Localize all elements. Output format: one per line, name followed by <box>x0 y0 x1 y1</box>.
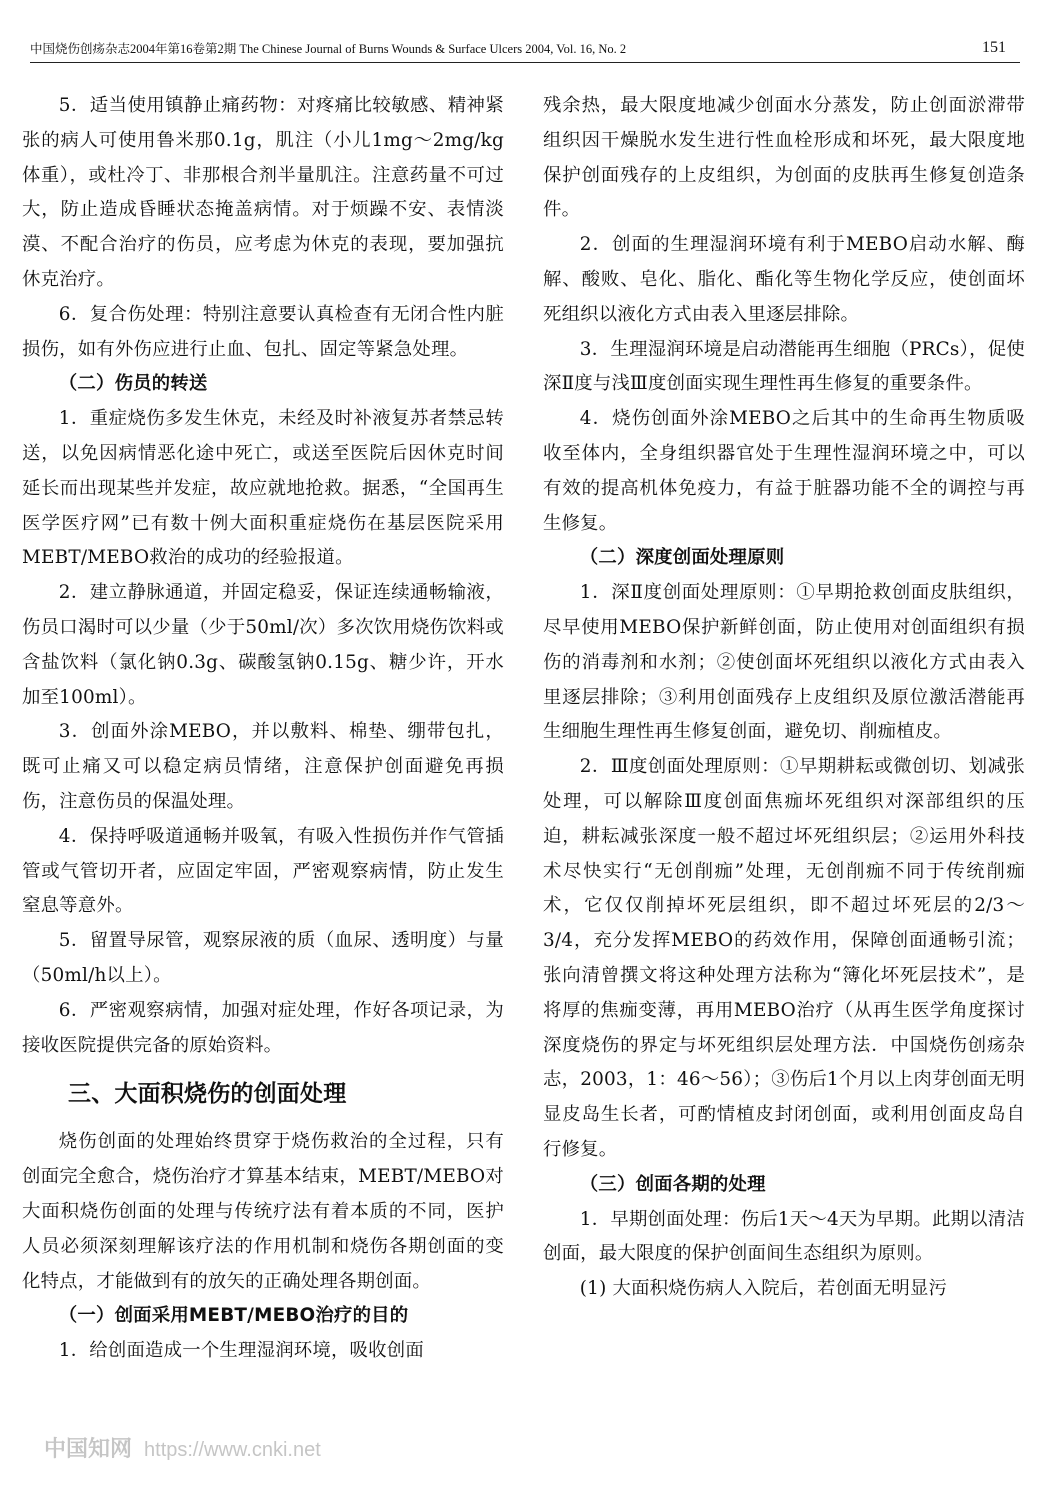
paragraph: 1．给创面造成一个生理湿润环境，吸收创面 <box>58 1340 424 1362</box>
page-number: 151 <box>982 39 1006 56</box>
cnki-watermark <box>44 1432 321 1463</box>
paragraph: 1．深Ⅱ度创面处理原则：①早期抢救创面皮肤组织，尽早使用MEBO保护新鲜创面，防止使用对创面组织有损伤的消毒剂和水剂；②使创面坏死组织以液化方式由表入里逐层排除；③利用创面残存上皮组织及原位激活潜能再生细胞生理性再生修复创面，避免切、削痂植皮。 <box>543 582 1025 743</box>
paragraph: 4．烧伤创面外涂MEBO之后其中的生命再生物质吸收至体内，全身组织器官处于生理性湿润环境之中，可以有效的提高机体免疫力，有益于脏器功能不全的调控与再生修复。 <box>543 408 1025 534</box>
subsection-heading: （三）创面各期的处理 <box>579 1173 766 1195</box>
paragraph: 6．严密观察病情，加强对症处理，作好各项记录，为接收医院提供完备的原始资料。 <box>22 999 504 1056</box>
paragraph: 2．Ⅲ度创面处理原则：①早期耕耘或微创切、划减张处理，可以解除Ⅲ度创面焦痂坏死组织对深部组织的压迫，耕耘减张深度一般不超过坏死组织层；②运用外科技术尽快实行“无创削痂”处理，无创削痂不同于传统削痂术，它仅仅削掉坏死层组织，即不超过坏死层的2/3～3/4，充分发挥MEBO的药效作用，保障创面通畅引流；张向清曾撰文将这种处理方法称为“簿化坏死层技术”，是将厚的焦痂变薄，再用MEBO治疗（从再生医学角度探讨深度烧伤的界定与坏死组织层处理方法．中国烧伤创疡杂志，2003，1：46～56）；③伤后1个月以上肉芽创面无明显皮岛生长者，可酌情植皮封闭创面，或利用创面皮岛自行修复。 <box>543 756 1025 1160</box>
section-heading: 三、大面积烧伤的创面处理 <box>68 1081 347 1108</box>
right-column <box>543 89 1025 1307</box>
journal-running-title: 中国烧伤创疡杂志2004年第16卷第2期 The Chinese Journal of Burns Wounds & Surface Ulcers 2004, Vol. 16, No. 2 <box>30 42 627 56</box>
paragraph: 4．保持呼吸道通畅并吸氧，有吸入性损伤并作气管插管或气管切开者，应固定牢固，严密观察病情，防止发生窒息等意外。 <box>22 825 504 917</box>
running-header <box>30 36 1020 63</box>
paragraph: (1) 大面积烧伤病人入院后，若创面无明显污 <box>579 1278 948 1300</box>
paragraph: 2．创面的生理湿润环境有利于MEBO启动水解、酶解、酸败、皂化、脂化、酯化等生物化学反应，使创面坏死组织以液化方式由表入里逐层排除。 <box>543 234 1025 325</box>
subsection-heading: （二）伤员的转送 <box>58 373 208 395</box>
paragraph: 烧伤创面的处理始终贯穿于烧伤救治的全过程，只有创面完全愈合，烧伤治疗才算基本结束，MEBT/MEBO对大面积烧伤创面的处理与传统疗法有着本质的不同，医护人员必须深刻理解该疗法的作用机制和烧伤各期创面的变化特点，才能做到有的放矢的正确处理各期创面。 <box>22 1131 504 1292</box>
paragraph: 残余热，最大限度地减少创面水分蒸发，防止创面淤滞带组织因干燥脱水发生进行性血栓形成和坏死，最大限度地保护创面残存的上皮组织，为创面的皮肤再生修复创造条件。 <box>543 95 1025 221</box>
subsection-heading: （一）创面采用MEBT/MEBO治疗的目的 <box>58 1305 409 1327</box>
paragraph: 1．重症烧伤多发生休克，未经及时补液复苏者禁忌转送，以免因病情恶化途中死亡，或送至医院后因休克时间延长而出现某些并发症，故应就地抢救。据悉，“全国再生医学医疗网”已有数十例大面积重症烧伤在基层医院采用MEBT/MEBO救治的成功的经验报道。 <box>22 408 504 569</box>
watermark-brand: 中国知网 <box>44 1436 133 1461</box>
paragraph: 1．早期创面处理：伤后1天～4天为早期。此期以清洁创面，最大限度的保护创面间生态组织为原则。 <box>543 1208 1025 1265</box>
subsection-heading: （二）深度创面处理原则 <box>579 547 785 569</box>
left-column <box>22 89 504 1369</box>
paragraph: 2．建立静脉通道，并固定稳妥，保证连续通畅输液，伤员口渴时可以少量（少于50ml/次）多次饮用烧伤饮料或含盐饮料（氯化钠0.3g、碳酸氢钠0.15g、糖少许，开水加至100ml）。 <box>22 582 504 708</box>
paragraph: 3．创面外涂MEBO，并以敷料、棉垫、绷带包扎，既可止痛又可以稳定病员情绪，注意保护创面避免再损伤，注意伤员的保温处理。 <box>22 721 504 812</box>
paragraph: 5．适当使用镇静止痛药物：对疼痛比较敏感、精神紧张的病人可使用鲁米那0.1g，肌注（小儿1mg～2mg/kg体重），或杜冷丁、非那根合剂半量肌注。注意药量不可过大，防止造成昏睡状态掩盖病情。对于烦躁不安、表情淡漠、不配合治疗的伤员，应考虑为休克的表现，要加强抗休克治疗。 <box>22 95 504 290</box>
paragraph: 5．留置导尿管，观察尿液的质（血尿、透明度）与量（50ml/h以上）。 <box>22 930 504 986</box>
paragraph: 3．生理湿润环境是启动潜能再生细胞（PRCs），促使深Ⅱ度与浅Ⅲ度创面实现生理性再生修复的重要条件。 <box>543 338 1025 395</box>
paragraph: 6．复合伤处理：特别注意要认真检查有无闭合性内脏损伤，如有外伤应进行止血、包扎、固定等紧急处理。 <box>22 303 504 360</box>
watermark-url: https://www.cnki.net <box>144 1439 321 1461</box>
